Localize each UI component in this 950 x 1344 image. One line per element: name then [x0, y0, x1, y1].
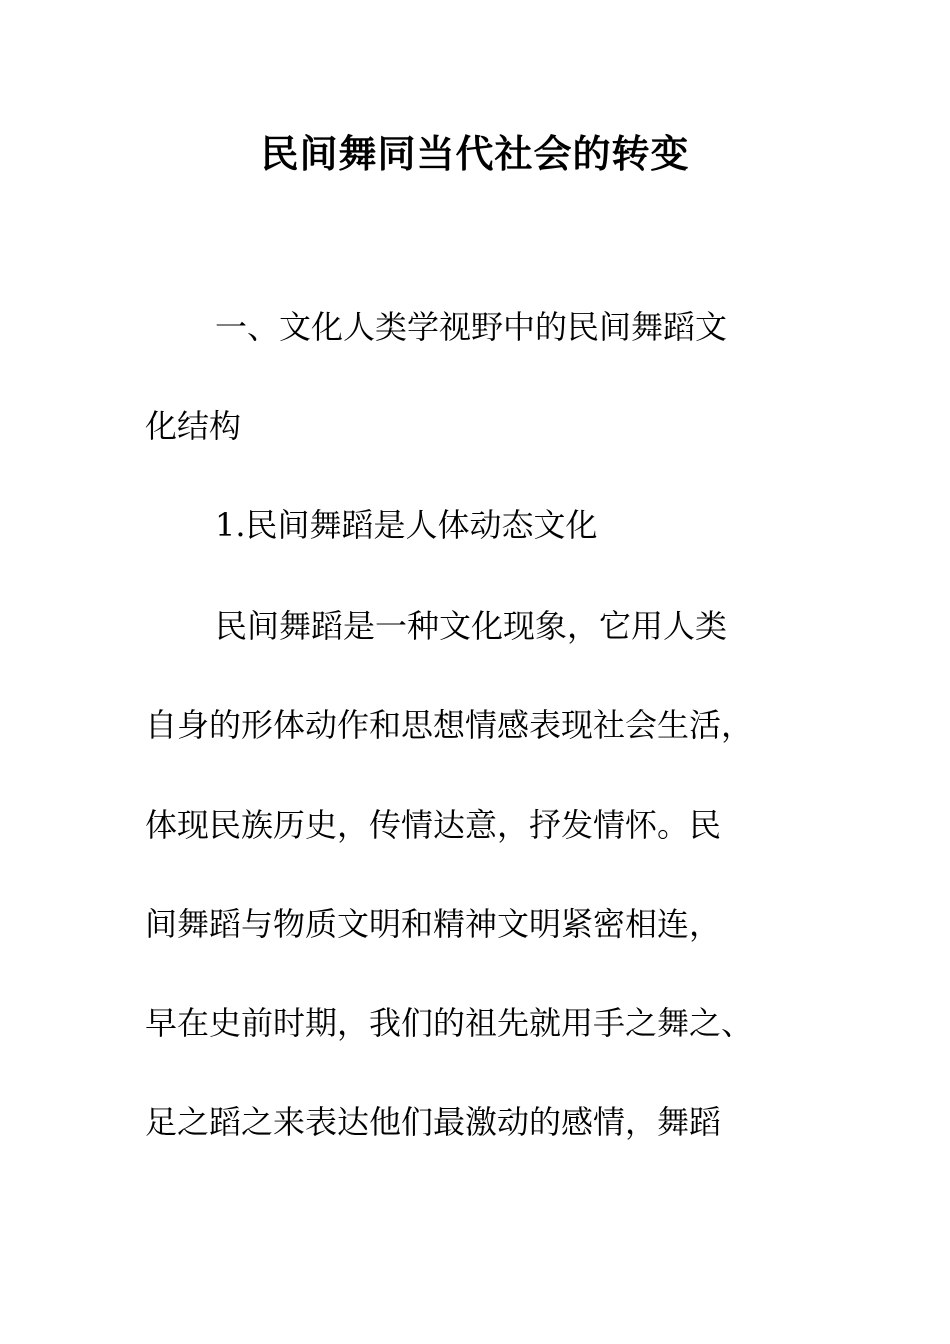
section-heading-line-2: 化结构: [145, 407, 242, 445]
paragraph-line: 足之蹈之来表达他们最激动的感情，舞蹈: [145, 1103, 722, 1141]
paragraph-line: 间舞蹈与物质文明和精神文明紧密相连，: [145, 905, 722, 943]
paragraph-line: 体现民族历史，传情达意，抒发情怀。民: [145, 806, 722, 844]
paragraph-line: 民间舞蹈是一种文化现象，它用人类: [215, 607, 728, 645]
document-title: 民间舞同当代社会的转变: [260, 132, 690, 176]
paragraph-line: 自身的形体动作和思想情感表现社会生活，: [145, 706, 754, 744]
paragraph-line: 早在史前时期，我们的祖先就用手之舞之、: [145, 1004, 754, 1042]
subsection-heading: 1.民间舞蹈是人体动态文化: [215, 506, 598, 544]
section-heading-line-1: 一、文化人类学视野中的民间舞蹈文: [215, 308, 728, 346]
